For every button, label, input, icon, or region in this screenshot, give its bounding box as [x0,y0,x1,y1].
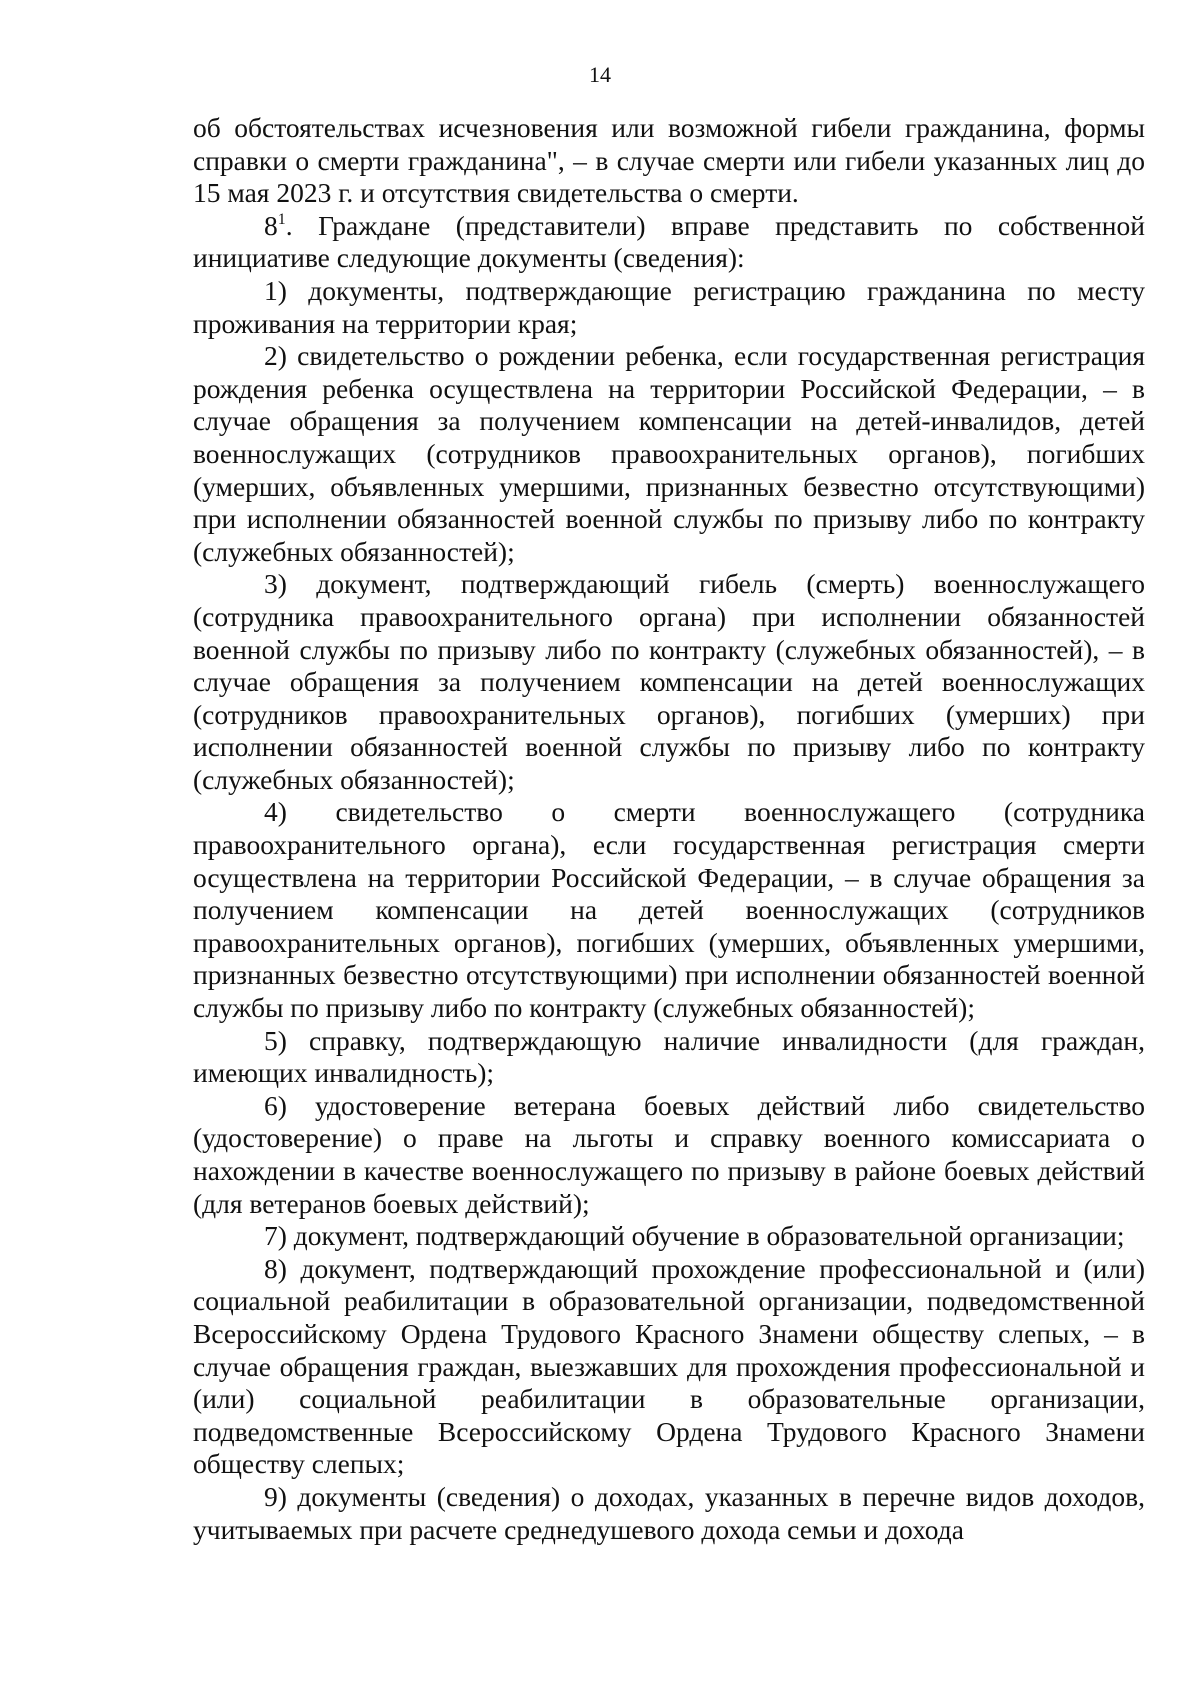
paragraph-number: 8 [264,209,278,241]
list-item-4: 4) свидетельство о смерти военнослужащего (сотрудника правоохранительного органа), если государственная регистрация смерти осуществлена на территории Российской Федерации, – в случае обращения за получением компенсации на детей военнослужащих (сотрудников правоохранительных органов), погибших (умерших, объявленных умершими, признанных безвестно отсутствующими) при исполнении обязанностей военной службы по призыву либо по контракту (служебных обязанностей); [193,796,1145,1024]
paragraph-8-1-intro [193,210,1145,275]
paragraph-continuation: об обстоятельствах исчезновения или возможной гибели гражданина, формы справки о смерти гражданина", – в случае смерти или гибели указанных лиц до 15 мая 2023 г. и отсутствия свидетельства о смерти. [193,112,1145,209]
list-item-1: 1) документы, подтверждающие регистрацию гражданина по месту проживания на территории края; [193,274,1145,339]
document-body [193,112,1145,1546]
list-item-3: 3) документ, подтверждающий гибель (смерть) военнослужащего (сотрудника правоохранительного органа) при исполнении обязанностей военной службы по призыву либо по контракту (служебных обязанностей), – в случае обращения за получением компенсации на детей военнослужащих (сотрудников правоохранительных органов), погибших (умерших) при исполнении обязанностей военной службы по призыву либо по контракту (служебных обязанностей); [193,568,1145,795]
paragraph-text: . Граждане (представители) вправе представить по собственной инициативе следующие документы (сведения): [193,209,1145,274]
list-item-9: 9) документы (сведения) о доходах, указанных в перечне видов доходов, учитываемых при расчете среднедушевого дохода семьи и дохода [193,1480,1145,1545]
list-item-6: 6) удостоверение ветерана боевых действий либо свидетельство (удостоверение) о праве на льготы и справку военного комиссариата о нахождении в качестве военнослужащего по призыву в районе боевых действий (для ветеранов боевых действий); [193,1089,1145,1219]
list-item-2: 2) свидетельство о рождении ребенка, если государственная регистрация рождения ребенка осуществлена на территории Российской Федерации, – в случае обращения за получением компенсации на детей-инвалидов, детей военнослужащих (сотрудников правоохранительных органов), погибших (умерших, объявленных умершими, признанных безвестно отсутствующими) при исполнении обязанностей военной службы по призыву либо по контракту (служебных обязанностей); [193,340,1145,567]
list-item-5: 5) справку, подтверждающую наличие инвалидности (для граждан, имеющих инвалидность); [193,1024,1145,1089]
list-item-7: 7) документ, подтверждающий обучение в образовательной организации; [264,1220,1125,1252]
list-item-8: 8) документ, подтверждающий прохождение профессиональной и (или) социальной реабилитации в образовательной организации, подведомственной Всероссийскому Ордена Трудового Красного Знамени обществу слепых, – в случае обращения граждан, выезжавших для прохождения профессиональной и (или) социальной реабилитации в образовательные организации, подведомственные Всероссийскому Ордена Трудового Красного Знамени обществу слепых; [193,1252,1145,1480]
paragraph-number-superscript: 1 [277,210,286,228]
page-number: 14 [589,62,611,87]
